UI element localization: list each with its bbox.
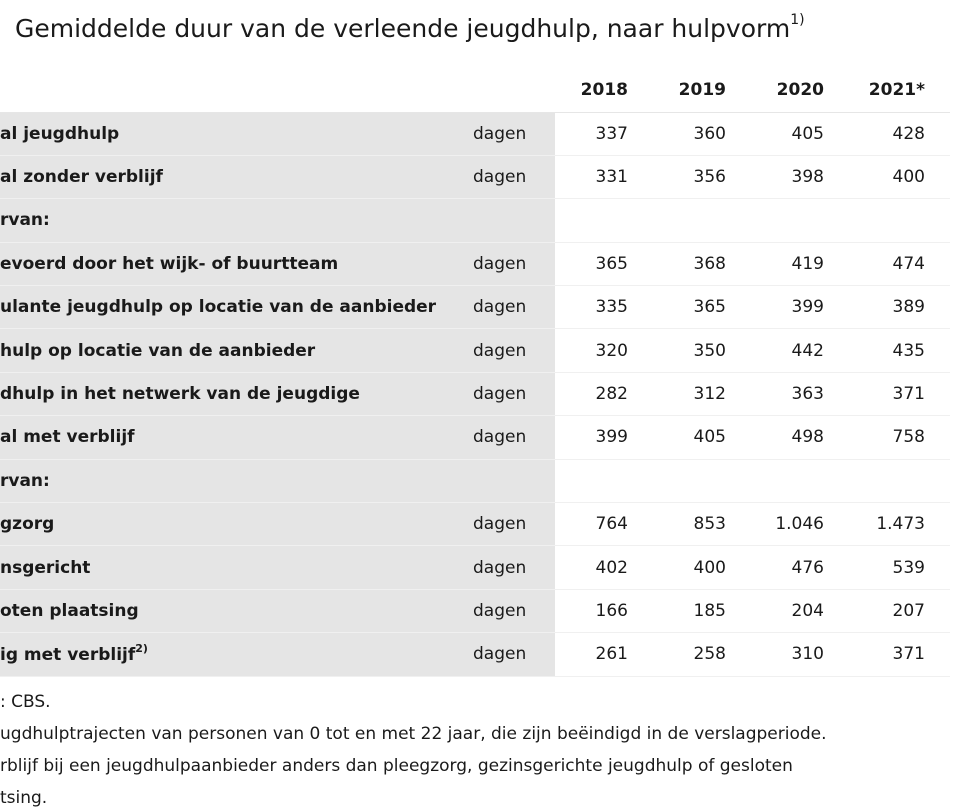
- value-cell: [751, 199, 849, 242]
- value-cell: 398: [751, 155, 849, 198]
- value-cell: 400: [653, 546, 751, 589]
- table-row: [0, 199, 950, 242]
- value-cell: [555, 459, 653, 502]
- row-label: hulp op locatie van de aanbieder: [0, 329, 465, 372]
- header-year-2019: 2019: [653, 68, 751, 112]
- value-cell: 261: [555, 633, 653, 676]
- value-cell: 539: [849, 546, 950, 589]
- value-cell: 1.046: [751, 503, 849, 546]
- value-cell: 405: [653, 416, 751, 459]
- table-row: [0, 589, 950, 632]
- value-cell: [653, 199, 751, 242]
- value-cell: 204: [751, 589, 849, 632]
- row-unit: dagen: [465, 286, 555, 329]
- value-cell: 363: [751, 372, 849, 415]
- row-unit: dagen: [465, 546, 555, 589]
- row-label: oten plaatsing: [0, 589, 465, 632]
- row-unit: dagen: [465, 112, 555, 155]
- table-row: [0, 416, 950, 459]
- row-label: al met verblijf: [0, 416, 465, 459]
- header-unit-cell: [465, 68, 555, 112]
- source-note: : CBS.: [0, 692, 51, 712]
- table-title: [15, 11, 805, 43]
- footnote-1: ugdhulptrajecten van personen van 0 tot en met 22 jaar, die zijn beëindigd in de verslagperiode.: [0, 724, 827, 744]
- value-cell: 428: [849, 112, 950, 155]
- value-cell: 258: [653, 633, 751, 676]
- table-row: [0, 112, 950, 155]
- value-cell: 442: [751, 329, 849, 372]
- row-unit: dagen: [465, 155, 555, 198]
- row-unit: [465, 199, 555, 242]
- value-cell: 853: [653, 503, 751, 546]
- value-cell: 758: [849, 416, 950, 459]
- value-cell: 312: [653, 372, 751, 415]
- value-cell: [849, 199, 950, 242]
- table-title-text: Gemiddelde duur van de verleende jeugdhulp, naar hulpvorm: [15, 14, 791, 43]
- footnote-2-continued: tsing.: [0, 788, 48, 808]
- row-unit: dagen: [465, 416, 555, 459]
- value-cell: 399: [555, 416, 653, 459]
- row-label: al zonder verblijf: [0, 155, 465, 198]
- header-row: [0, 68, 950, 112]
- row-label: nsgericht: [0, 546, 465, 589]
- value-cell: 282: [555, 372, 653, 415]
- header-year-2021: 2021*: [849, 68, 950, 112]
- value-cell: 764: [555, 503, 653, 546]
- value-cell: [849, 459, 950, 502]
- row-unit: dagen: [465, 372, 555, 415]
- value-cell: 207: [849, 589, 950, 632]
- row-label: ulante jeugdhulp op locatie van de aanbieder: [0, 286, 465, 329]
- row-label: al jeugdhulp: [0, 112, 465, 155]
- value-cell: 498: [751, 416, 849, 459]
- header-year-2018: 2018: [555, 68, 653, 112]
- row-unit: dagen: [465, 589, 555, 632]
- value-cell: 400: [849, 155, 950, 198]
- table-row: [0, 242, 950, 285]
- row-footnote-marker: 2): [135, 641, 148, 655]
- value-cell: 474: [849, 242, 950, 285]
- row-unit: dagen: [465, 633, 555, 676]
- row-label: evoerd door het wijk- of buurtteam: [0, 242, 465, 285]
- row-label: rvan:: [0, 199, 465, 242]
- value-cell: 419: [751, 242, 849, 285]
- value-cell: 405: [751, 112, 849, 155]
- table-row: [0, 503, 950, 546]
- value-cell: 399: [751, 286, 849, 329]
- value-cell: 335: [555, 286, 653, 329]
- value-cell: 310: [751, 633, 849, 676]
- row-label: gzorg: [0, 503, 465, 546]
- footnote-2: rblijf bij een jeugdhulpaanbieder anders dan pleegzorg, gezinsgerichte jeugdhulp of gesloten: [0, 756, 793, 776]
- row-unit: dagen: [465, 329, 555, 372]
- value-cell: 371: [849, 633, 950, 676]
- value-cell: 166: [555, 589, 653, 632]
- table-row: [0, 459, 950, 502]
- value-cell: 337: [555, 112, 653, 155]
- value-cell: 350: [653, 329, 751, 372]
- title-footnote-marker: 1): [790, 11, 805, 28]
- value-cell: 389: [849, 286, 950, 329]
- header-label-cell: [0, 68, 465, 112]
- row-unit: dagen: [465, 242, 555, 285]
- value-cell: 365: [653, 286, 751, 329]
- value-cell: 402: [555, 546, 653, 589]
- header-year-2020: 2020: [751, 68, 849, 112]
- table-row: [0, 546, 950, 589]
- row-unit: [465, 459, 555, 502]
- value-cell: 365: [555, 242, 653, 285]
- table-row: [0, 155, 950, 198]
- row-label: ig met verblijf$^{2)}$: [0, 633, 465, 676]
- table-row: [0, 633, 950, 676]
- value-cell: 331: [555, 155, 653, 198]
- table-row: [0, 372, 950, 415]
- value-cell: 368: [653, 242, 751, 285]
- value-cell: [555, 199, 653, 242]
- value-cell: 1.473: [849, 503, 950, 546]
- value-cell: 185: [653, 589, 751, 632]
- value-cell: 356: [653, 155, 751, 198]
- row-unit: dagen: [465, 503, 555, 546]
- data-table-container: [0, 68, 950, 677]
- table-row: [0, 286, 950, 329]
- value-cell: 476: [751, 546, 849, 589]
- table-row: [0, 329, 950, 372]
- value-cell: 435: [849, 329, 950, 372]
- table-notes: [0, 686, 960, 808]
- data-table: [0, 68, 950, 677]
- value-cell: [653, 459, 751, 502]
- value-cell: 371: [849, 372, 950, 415]
- row-label: rvan:: [0, 459, 465, 502]
- row-label: dhulp in het netwerk van de jeugdige: [0, 372, 465, 415]
- value-cell: 320: [555, 329, 653, 372]
- value-cell: [751, 459, 849, 502]
- value-cell: 360: [653, 112, 751, 155]
